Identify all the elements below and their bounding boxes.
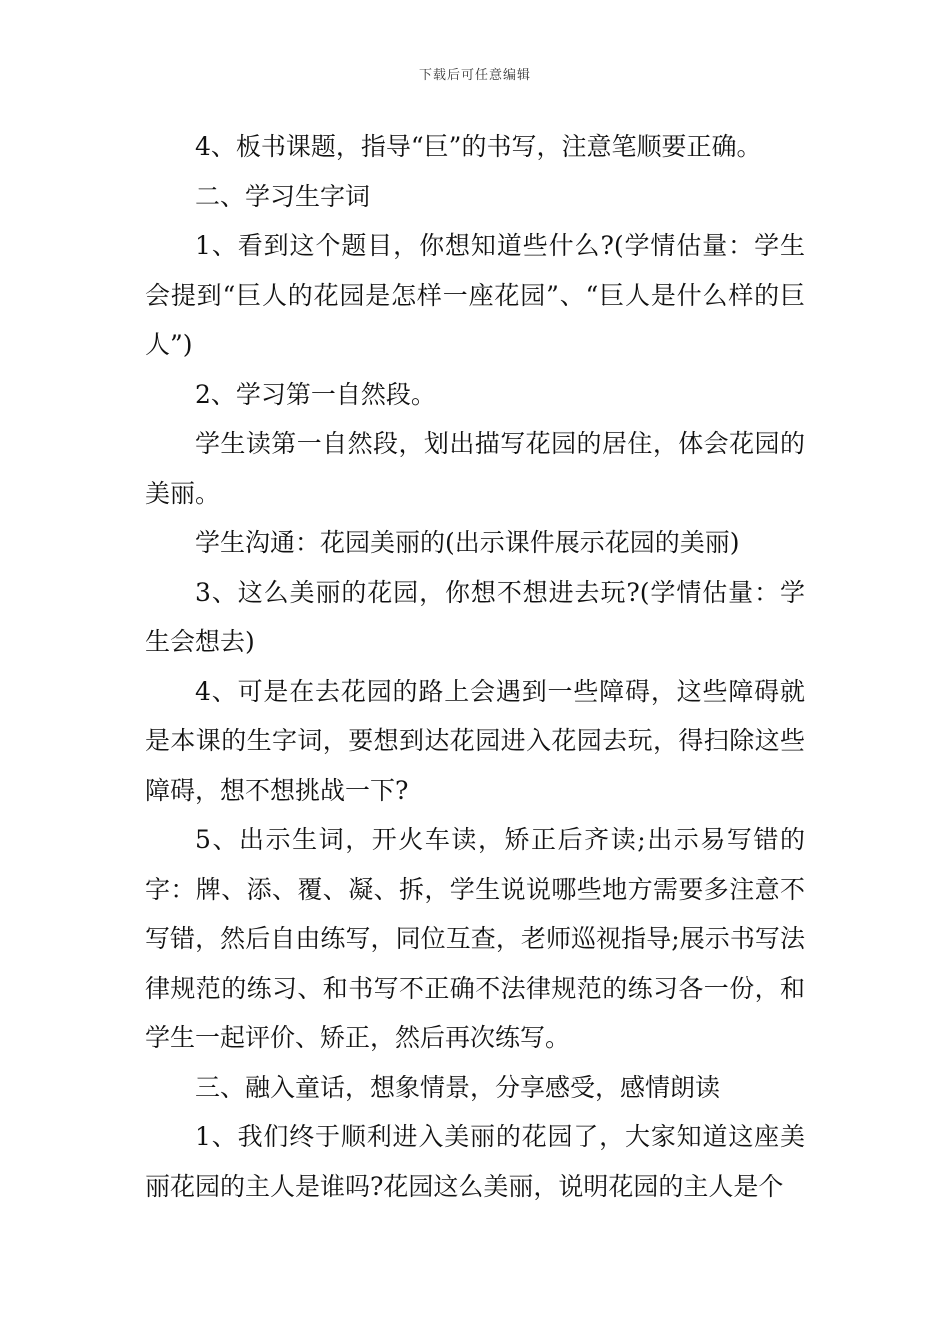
section-heading-fairy-tale: 三、融入童话，想象情景，分享感受，感情朗读 — [195, 1072, 721, 1102]
paragraph-student-communication: 学生沟通：花园美丽的(出示课件展示花园的美丽) — [195, 528, 740, 557]
paragraph-step-1: 1、看到这个题目，你想知道些什么?(学情估量：学生会提到“巨人的花园是怎样一座花园”、“巨人是什么样的巨人”) — [145, 231, 805, 359]
paragraph-step-3: 3、这么美丽的花园，你想不想进去玩?(学情估量：学生会想去) — [145, 577, 805, 656]
paragraph-step-2: 2、学习第一自然段。 — [195, 379, 436, 409]
paragraph-board-title: 4、板书课题，指导“巨”的书写，注意笔顺要正确。 — [195, 132, 762, 161]
paragraph-section-3-step-1: 1、我们终于顺利进入美丽的花园了，大家知道这座美丽花园的主人是谁吗?花园这么美丽，说明花园的主人是个 — [145, 1122, 805, 1201]
page-header: 下载后可任意编辑 — [418, 68, 531, 83]
document-body — [145, 122, 805, 1211]
section-heading-learn-words: 二、学习生字词 — [195, 181, 371, 211]
paragraph-step-4: 4、可是在去花园的路上会遇到一些障碍，这些障碍就是本课的生字词，要想到达花园进入花园去玩，得扫除这些障碍，想不想挑战一下? — [145, 676, 805, 805]
paragraph-read-first-section: 学生读第一自然段，划出描写花园的居住，体会花园的美丽。 — [145, 429, 805, 508]
paragraph-step-5: 5、出示生词，开火车读，矫正后齐读;出示易写错的字：牌、添、覆、凝、拆，学生说说哪些地方需要多注意不写错，然后自由练写，同位互查，老师巡视指导;展示书写法律规范的练习、和书写不正确不法律规范的练习各一份，和学生一起评价、矫正，然后再次练写。 — [145, 825, 805, 1052]
